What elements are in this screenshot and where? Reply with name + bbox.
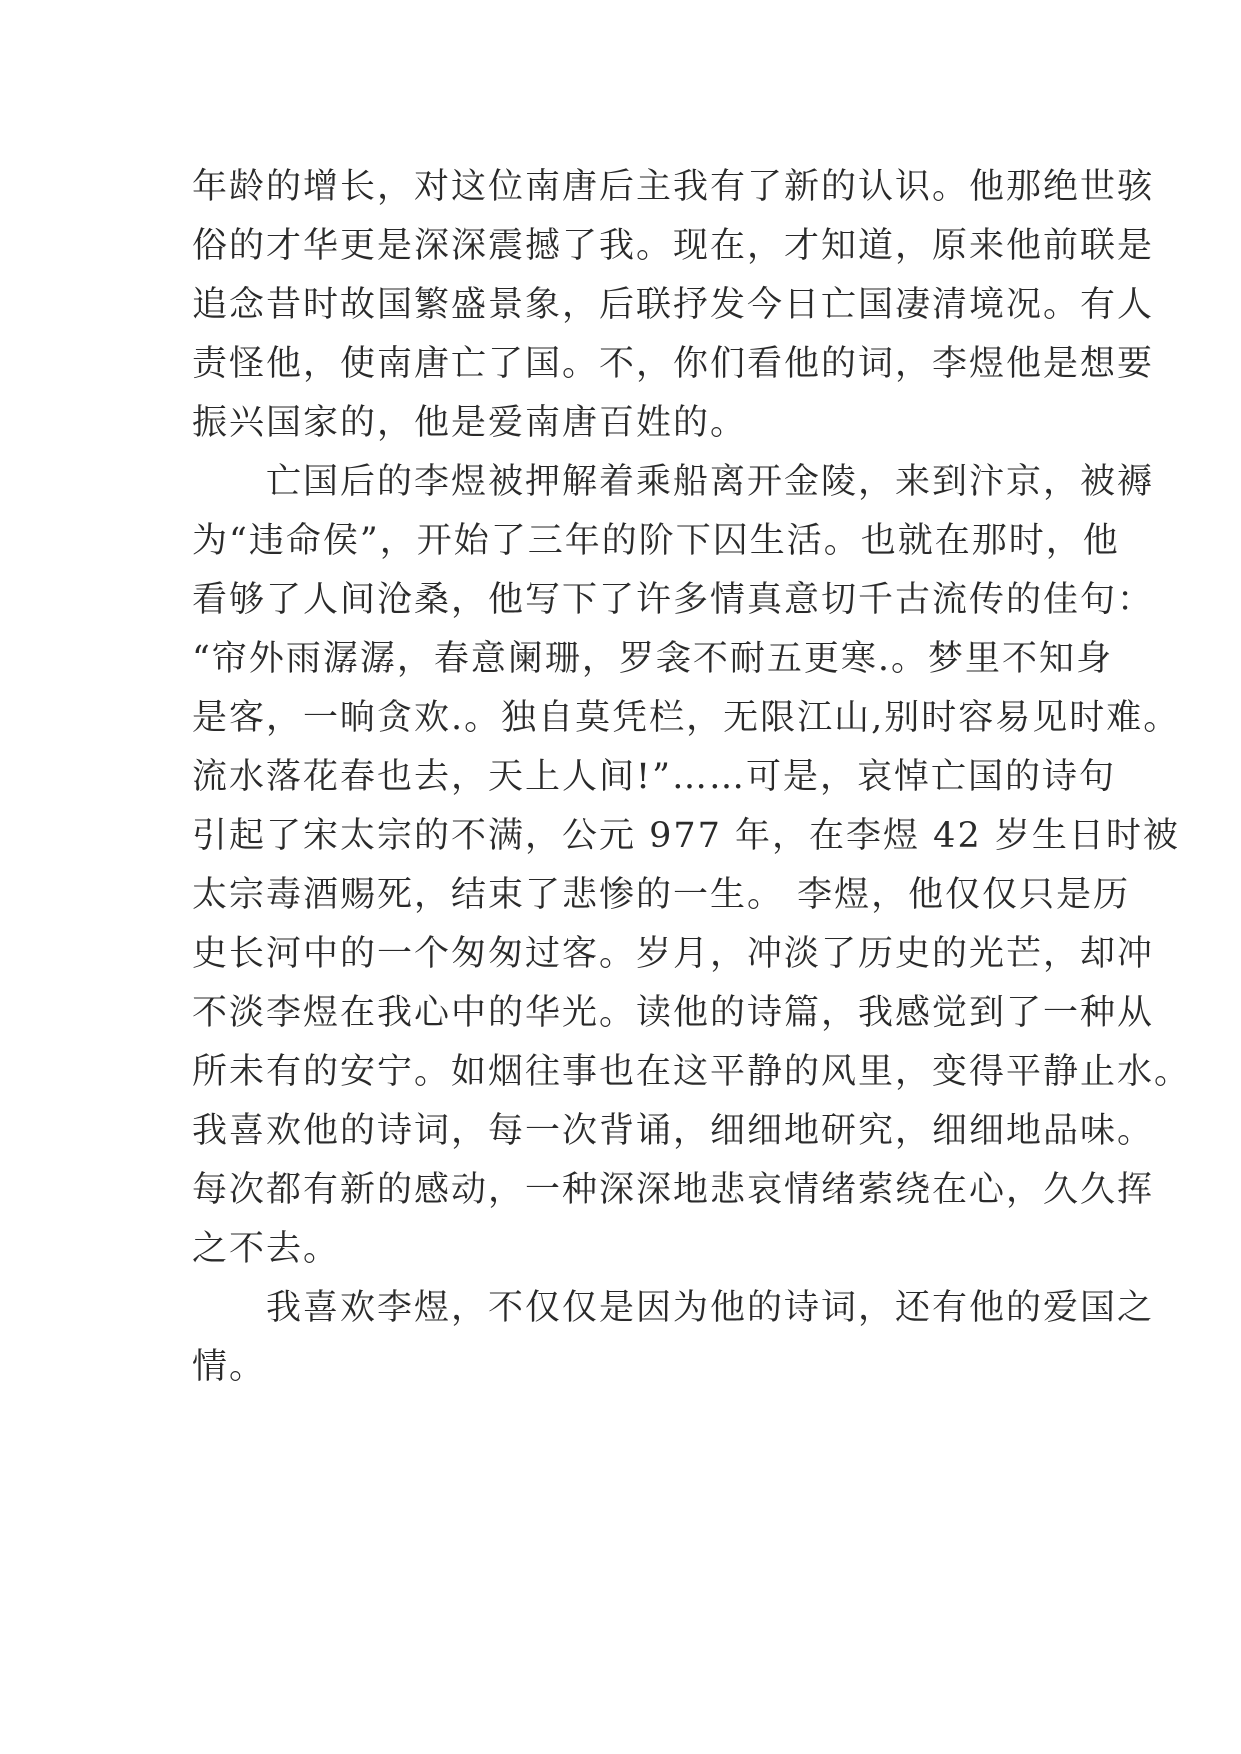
text-line: 我喜欢他的诗词，每一次背诵，细细地研究，细细地品味。 (192, 1111, 1155, 1151)
text-line: 流水落花春也去，天上人间!”……可是，哀悼亡国的诗句 (192, 757, 1116, 797)
text-line: 追念昔时故国繁盛景象，后联抒发今日亡国凄清境况。有人 (192, 285, 1155, 325)
text-line: 亡国后的李煜被押解着乘船离开金陵，来到汴京，被褥 (192, 462, 1155, 502)
text-line: 所未有的安宁。如烟往事也在这平静的风里，变得平静止水。 (192, 1052, 1192, 1092)
text-line: “帘外雨潺潺，春意阑珊，罗衾不耐五更寒.。梦里不知身 (192, 639, 1114, 679)
text-line: 太宗毒酒赐死，结束了悲惨的一生。 李煜，他仅仅只是历 (192, 875, 1131, 915)
text-line: 情。 (192, 1347, 267, 1387)
text-line: 为“违命侯”，开始了三年的阶下囚生活。也就在那时，他 (192, 521, 1120, 561)
text-line: 史长河中的一个匆匆过客。岁月，冲淡了历史的光芒，却冲 (192, 934, 1155, 974)
text-line: 引起了宋太宗的不满，公元 977 年，在李煜 42 岁生日时被 (192, 816, 1180, 856)
text-line: 年龄的增长，对这位南唐后主我有了新的认识。他那绝世骇 (192, 167, 1155, 207)
text-line: 每次都有新的感动，一种深深地悲哀情绪萦绕在心，久久挥 (192, 1170, 1155, 1210)
text-line: 之不去。 (192, 1229, 341, 1269)
text-line: 看够了人间沧桑，他写下了许多情真意切千古流传的佳句： (192, 580, 1155, 620)
text-line: 我喜欢李煜，不仅仅是因为他的诗词，还有他的爱国之 (192, 1288, 1155, 1328)
text-line: 振兴国家的，他是爱南唐百姓的。 (192, 403, 748, 443)
body-text (192, 158, 1192, 1397)
text-line: 责怪他，使南唐亡了国。不，你们看他的词，李煜他是想要 (192, 344, 1155, 384)
text-line: 不淡李煜在我心中的华光。读他的诗篇，我感觉到了一种从 (192, 993, 1155, 1033)
text-line: 俗的才华更是深深震撼了我。现在，才知道，原来他前联是 (192, 226, 1155, 266)
text-line: 是客，一晌贪欢.。独自莫凭栏，无限江山,别时容易见时难。 (192, 698, 1181, 738)
